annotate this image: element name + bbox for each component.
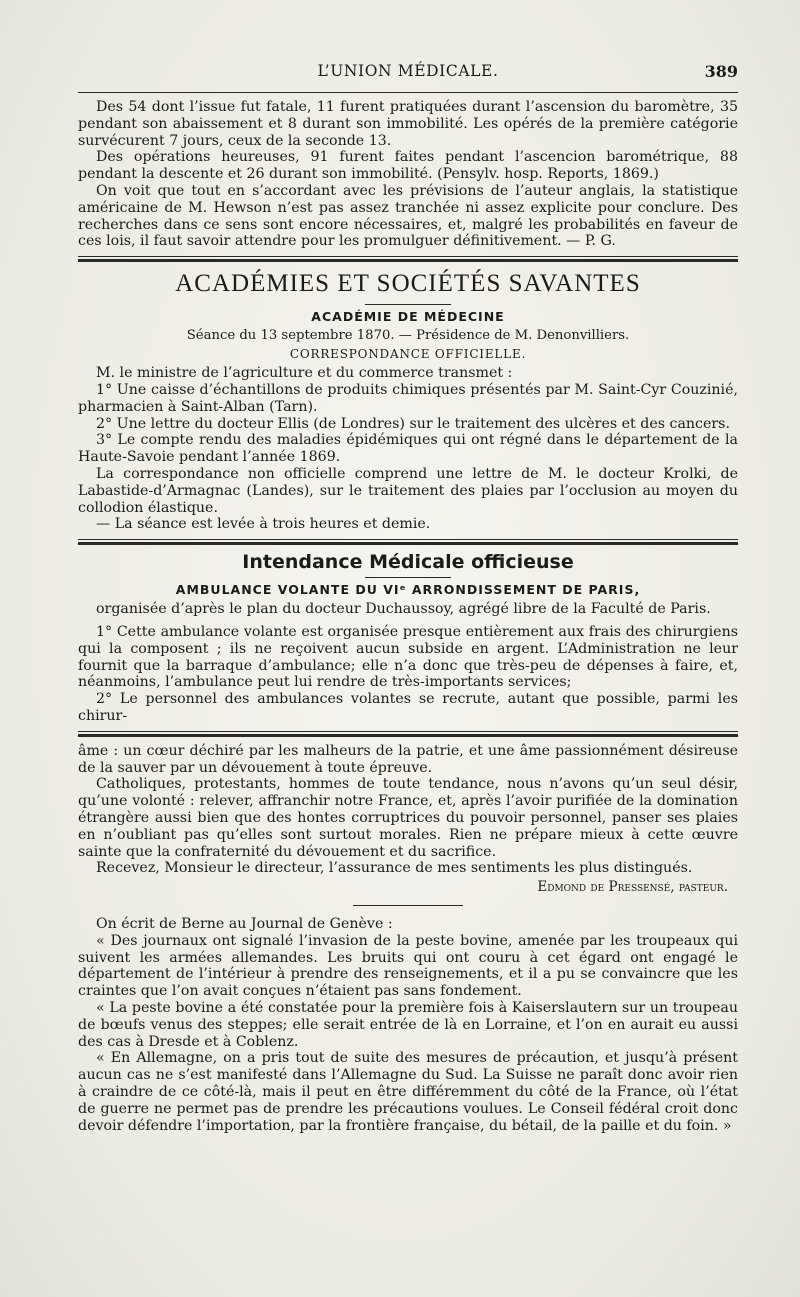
meeting-line: Séance du 13 septembre 1870. — Présidence de M. Denonvilliers.	[186, 328, 630, 344]
paragraph: 2° Le personnel des ambulances volantes se recrute, autant que possible, parmi les chirur-	[78, 691, 738, 724]
paragraph: Des 54 dont l’issue fut fatale, 11 furent pratiquées durant l’ascension du baromètre, 35 pendant son abaissement et 8 durant son immobilité. Les opérés de la première catégorie survécurent 7 jours, ceux de la seconde 13.	[78, 99, 738, 149]
paragraph: La correspondance non officielle comprend une lettre de M. le docteur Krolki, de Labastide-d’Armagnac (Landes), sur le traitement des plaies par l’occlusion au moyen du collodion élastique.	[78, 465, 738, 516]
running-head	[78, 62, 738, 90]
paragraph: Des opérations heureuses, 91 furent faites pendant l’ascencion barométrique, 88 pendant la descente et 26 durant son immobilité. (Pensylv. hosp. Reports, 1869.)	[78, 149, 738, 183]
paragraph: organisée d’après le plan du docteur Duchaussoy, agrégé libre de la Faculté de Paris.	[96, 601, 711, 618]
paragraph: 3° Le compte rendu des maladies épidémiques qui ont régné dans le département de la Haute-Savoie pendant l’année 1869.	[78, 432, 738, 466]
academie-body	[78, 365, 738, 533]
paragraph: Recevez, Monsieur le directeur, l’assurance de mes sentiments les plus distingués.	[96, 860, 693, 877]
academie-subtitle: ACADÉMIE DE MÉDECINE	[311, 309, 505, 325]
section-title-academies: ACADÉMIES ET SOCIÉTÉS SAVANTES	[175, 270, 641, 298]
paragraph: âme : un cœur déchiré par les malheurs de la patrie, et une âme passionnément désireuse de la sauver par un dévouement à toute épreuve.	[78, 742, 738, 776]
short-rule	[365, 304, 451, 305]
berne-article	[78, 916, 738, 1134]
section-rule	[78, 256, 738, 262]
section-rule	[78, 731, 738, 737]
paragraph: On voit que tout en s’accordant avec les prévisions de l’auteur anglais, la statistique américaine de M. Hewson n’est pas assez tranchée ni assez explicite pour conclure. Des recherches dans ce sens sont encore nécessaires, et, malgré les probabilités en faveur de ces lois, il faut savoir attendre pour les promulguer définitivement. — P. G.	[78, 182, 738, 250]
paragraph: Catholiques, protestants, hommes de toute tendance, nous n’avons qu’un seul désir, qu’une volonté : relever, affranchir notre France, et, après l’avoir purifiée de la domination étrangère aussi bien que des hontes corruptrices du pouvoir personnel, panser ses plaies en n’oubliant pas qu’elles sont surtout morales. Rien ne prépare mieux à cette œuvre sainte que la confraternité du dévouement et du sacrifice.	[78, 776, 738, 860]
short-rule	[353, 905, 463, 906]
header-rule	[78, 92, 738, 93]
ambulance-subtitle: AMBULANCE VOLANTE DU VIᵉ ARRONDISSEMENT DE PARIS,	[175, 582, 641, 598]
running-title: L’UNION MÉDICALE.	[317, 62, 499, 80]
paragraph: 1° Cette ambulance volante est organisée presque entièrement aux frais des chirurgiens qui la composent ; ils ne reçoivent aucun subside en argent. L’Administration ne leur fournit que la barraque d’ambulance; elle n’a donc que très-peu de dépenses à faire, et, néanmoins, l’ambulance peut lui rendre de très-importants services;	[78, 623, 738, 691]
signature: Edmond de Pressensé, pasteur.	[537, 879, 728, 896]
paragraph: — La séance est levée à trois heures et demie.	[96, 516, 431, 533]
section-rule	[78, 539, 738, 545]
correspondance-heading: CORRESPONDANCE OFFICIELLE.	[289, 347, 527, 362]
intendance-body	[78, 601, 738, 725]
paragraph: « La peste bovine a été constatée pour la première fois à Kaiserslautern sur un troupeau de bœufs venus des steppes; elle serait entrée de là en Lorraine, et l’on en aurait eu aussi des cas à Dresde et à Coblenz.	[78, 1000, 738, 1050]
paragraph: « Des journaux ont signalé l’invasion de la peste bovine, amenée par les troupeaux qui suivent les armées allemandes. Les bruits qui ont couru à cet égard ont engagé le département de l’intérieur à prendre des renseignements, et il a pu se convaincre que les craintes que l’on avait conçues n’étaient pas sans fondement.	[78, 932, 738, 1000]
paragraph: 2° Une lettre du docteur Ellis (de Londres) sur le traitement des ulcères et des cancers.	[96, 415, 730, 432]
paragraph: « En Allemagne, on a pris tout de suite des mesures de précaution, et jusqu’à présent aucun cas ne s’est manifesté dans l’Allemagne du Sud. La Suisse ne paraît donc avoir rien à craindre de ce côté-là, mais il peut en être différemment du côté de la France, où l’état de guerre ne permet pas de prendre les précautions voulues. Le Conseil fédéral croit donc devoir défendre l’importation, par la frontière française, du bétail, de la paille et du foin. »	[78, 1050, 738, 1134]
page-number: 389	[704, 62, 738, 81]
paragraph: 1° Une caisse d’échantillons de produits chimiques présentés par M. Saint-Cyr Couzinié, pharmacien à Saint-Alban (Tarn).	[78, 381, 738, 415]
short-rule	[365, 577, 451, 578]
paragraph: M. le ministre de l’agriculture et du commerce transmet :	[96, 365, 513, 382]
top-article	[78, 99, 738, 250]
paragraph: On écrit de Berne au Journal de Genève :	[96, 916, 393, 933]
letter-body	[78, 743, 738, 895]
section-title-intendance: Intendance Médicale officieuse	[242, 551, 574, 574]
